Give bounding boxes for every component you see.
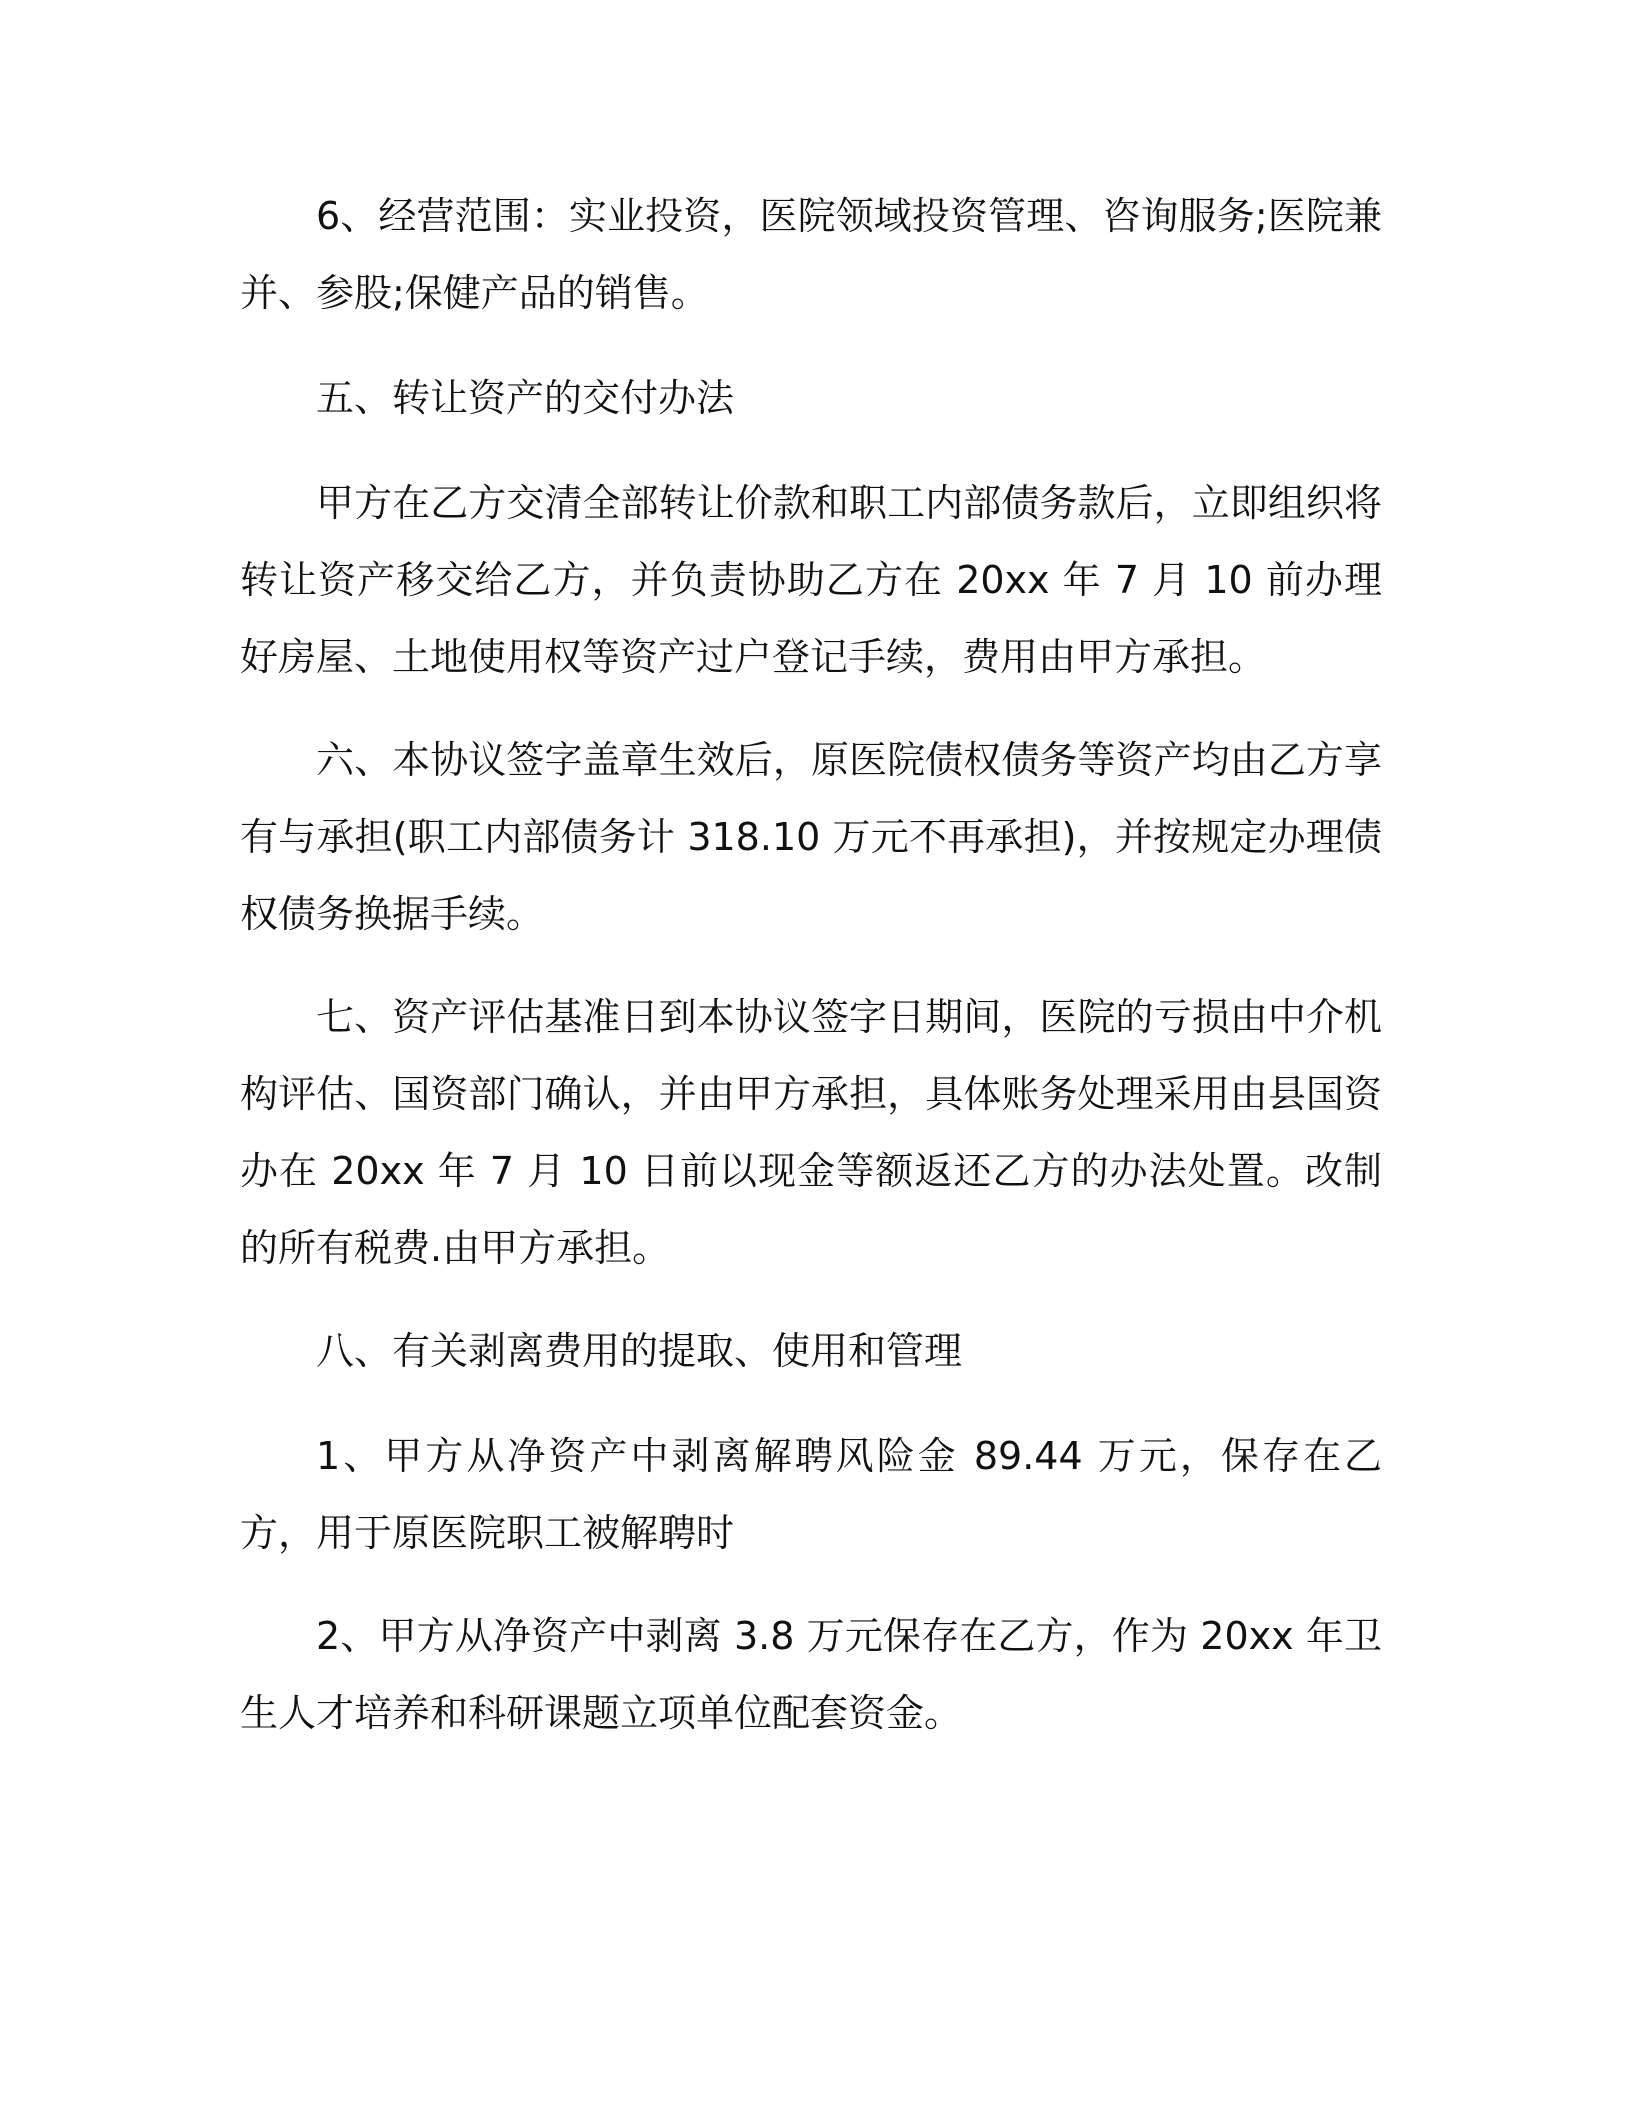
paragraph-item-1: 1、甲方从净资产中剥离解聘风险金 89.44 万元，保存在乙方，用于原医院职工被解聘时 <box>240 1434 1382 1555</box>
paragraph-item-2: 2、甲方从净资产中剥离 3.8 万元保存在乙方，作为 20xx 年卫生人才培养和科研课题立项单位配套资金。 <box>240 1614 1382 1735</box>
paragraph-asset-delivery: 甲方在乙方交清全部转让价款和职工内部债务款后，立即组织将转让资产移交给乙方，并负责协助乙方在 20xx 年 7 月 10 前办理好房屋、土地使用权等资产过户登记手续，费用由甲方承担。 <box>240 481 1382 679</box>
heading-section-5: 五、转让资产的交付办法 <box>316 376 735 420</box>
heading-section-6: 六、本协议签字盖章生效后，原医院债权债务等资产均由乙方享有与承担(职工内部债务计 318.10 万元不再承担)，并按规定办理债权债务换据手续。 <box>240 738 1382 936</box>
heading-section-8: 八、有关剥离费用的提取、使用和管理 <box>316 1329 963 1373</box>
heading-section-7: 七、资产评估基准日到本协议签字日期间，医院的亏损由中介机构评估、国资部门确认，并由甲方承担，具体账务处理采用由县国资办在 20xx 年 7 月 10 日前以现金等额返还乙方的办法处置。改制的所有税费.由甲方承担。 <box>240 995 1382 1270</box>
paragraph-business-scope: 6、经营范围：实业投资，医院领域投资管理、咨询服务;医院兼并、参股;保健产品的销售。 <box>240 194 1382 315</box>
document-page <box>240 178 1382 1752</box>
